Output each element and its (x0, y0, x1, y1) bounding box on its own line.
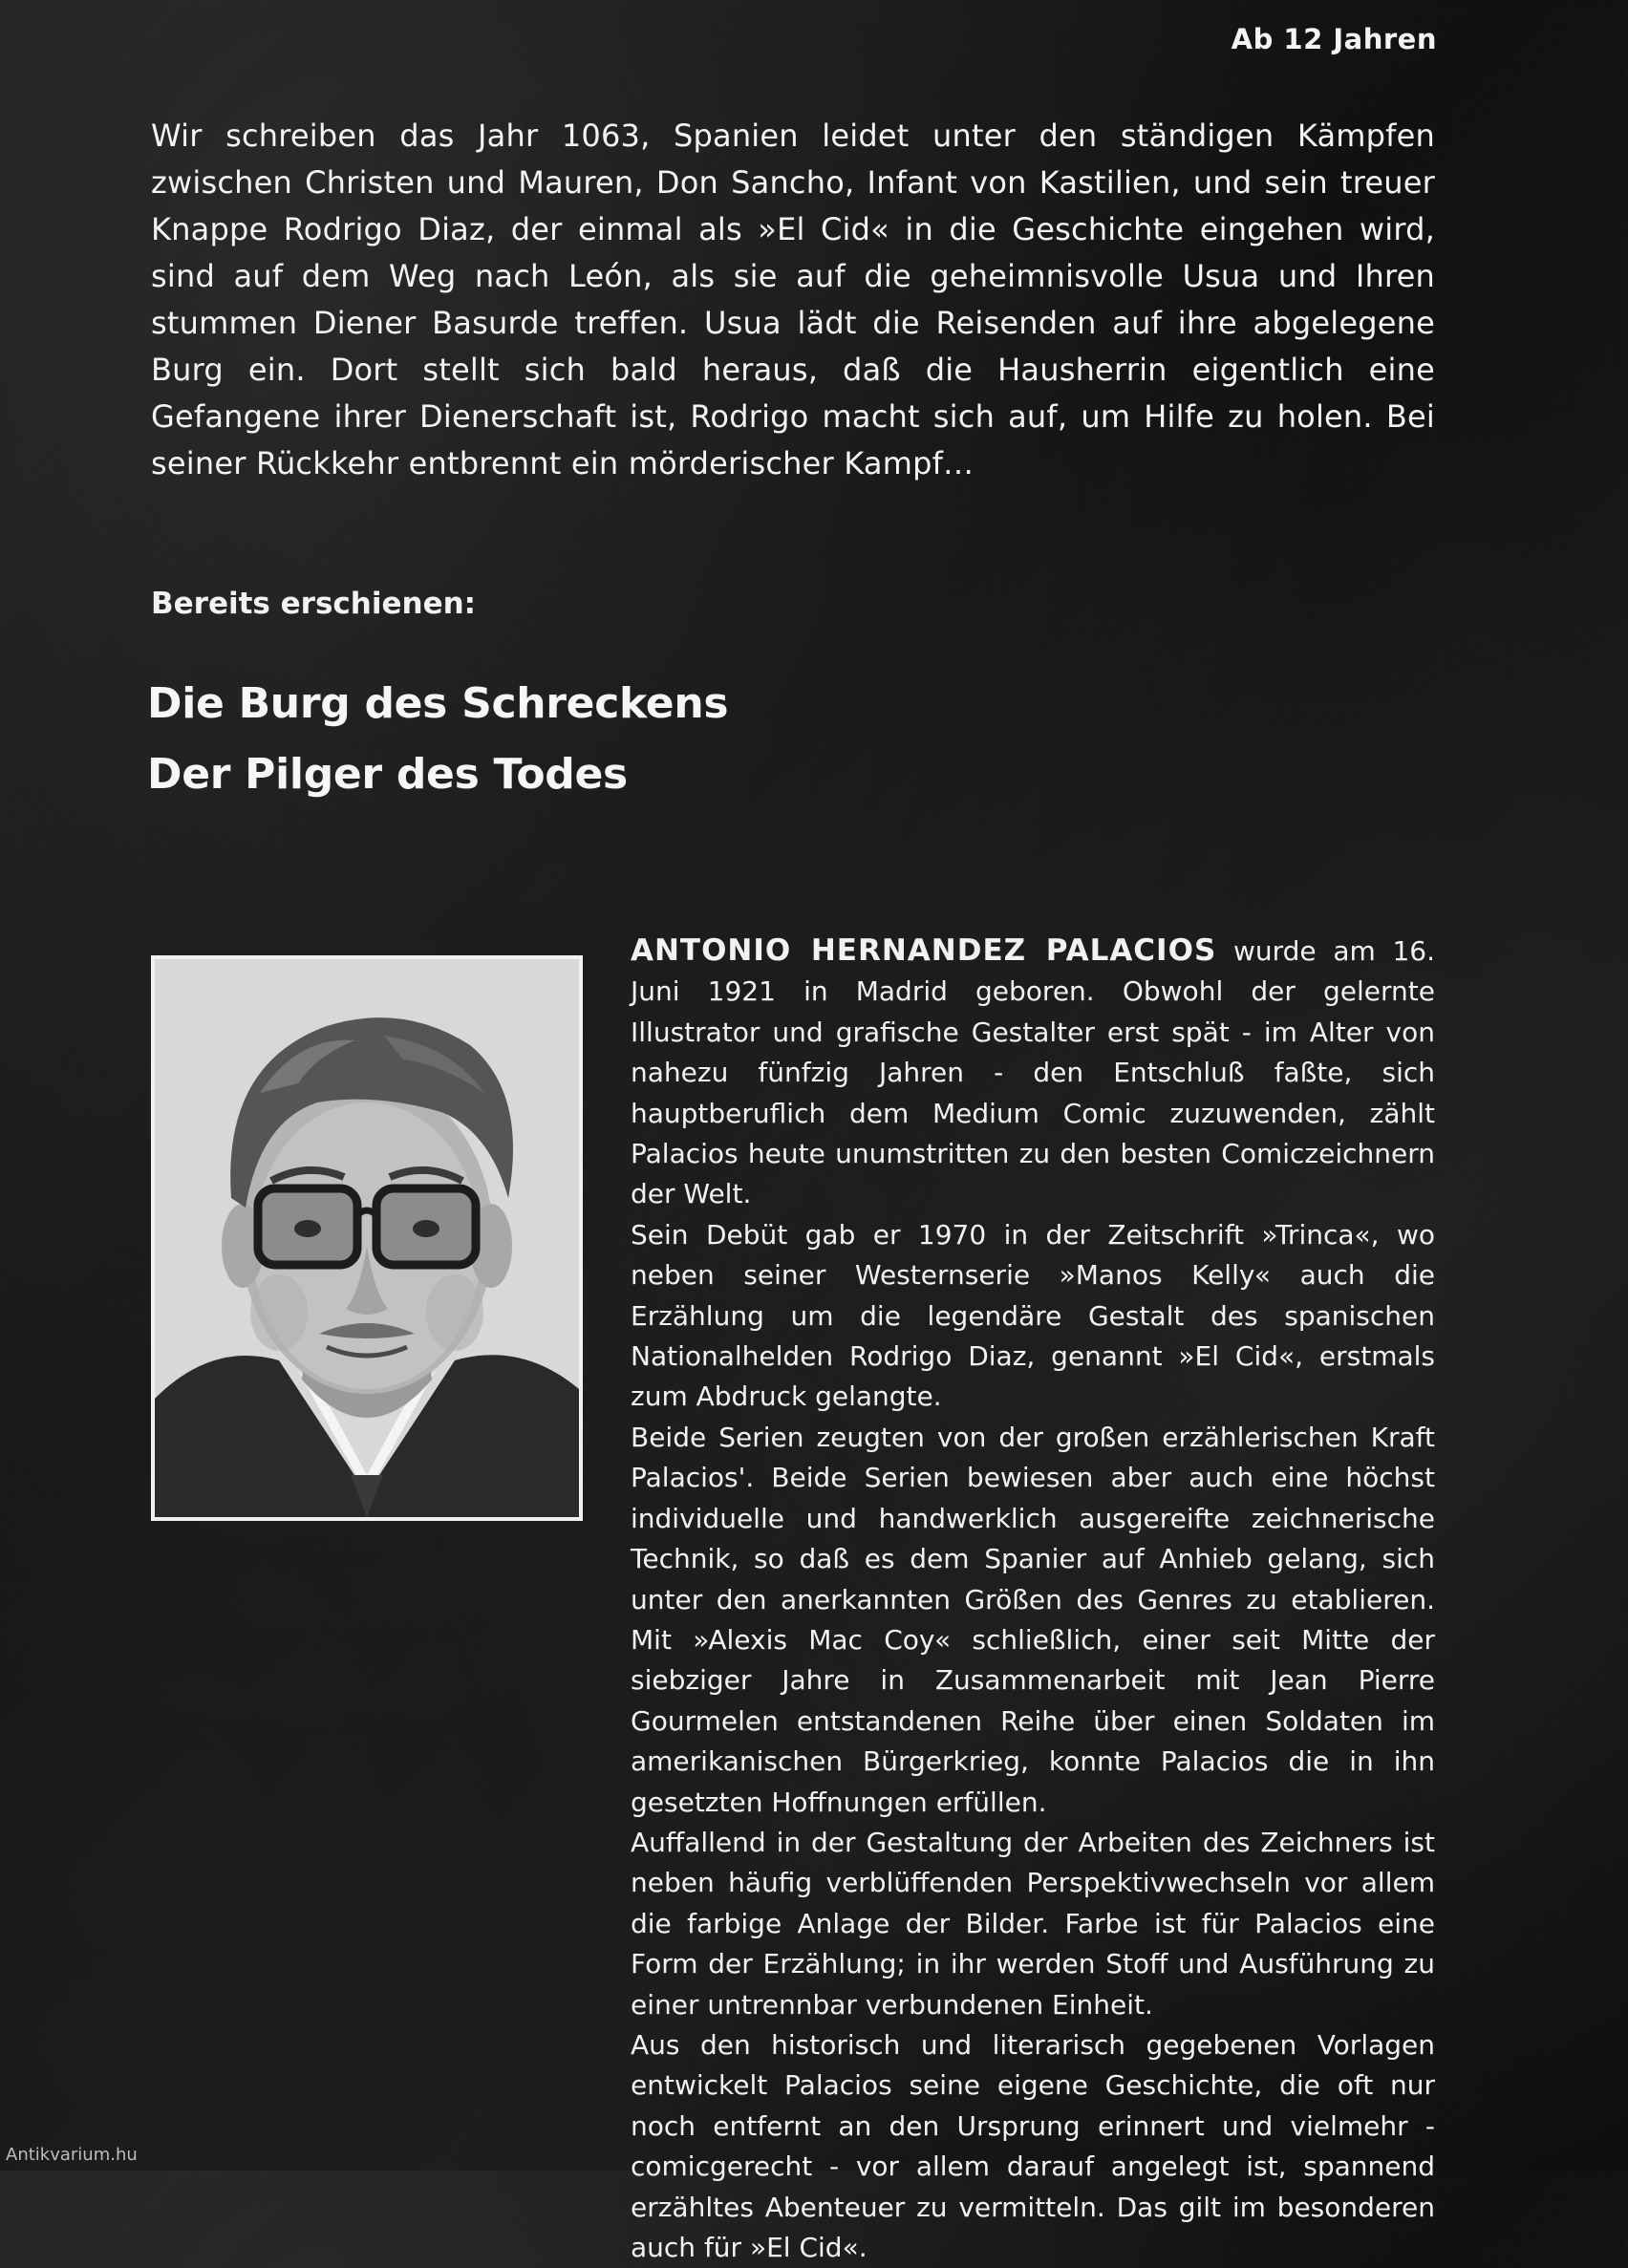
published-titles-list (147, 669, 728, 810)
synopsis-text: Wir schreiben das Jahr 1063, Spanien leidet unter den ständigen Kämpfen zwischen Christen und Mauren, Don Sancho, Infant von Kastilien, und sein treuer Knappe Rodrigo Diaz, der einmal als »El Cid« in die Geschichte eingehen wird, sind auf dem Weg nach León, als sie auf die geheimnisvolle Usua und Ihren stummen Diener Basurde treffen. Usua lädt die Reisenden auf ihre abgelegene Burg ein. Dort stellt sich bald heraus, daß die Hausherrin eigentlich eine Gefangene ihrer Dienerschaft ist, Rodrigo macht sich auf, um Hilfe zu holen. Bei seiner Rückkehr entbrennt ein mörderischer Kampf… (151, 118, 1435, 481)
watermark: Antikvarium.hu (6, 2145, 138, 2165)
bio-paragraph-text: wurde am 16. Juni 1921 in Madrid geboren. Obwohl der gelernte Illustrator und grafische Gestalter erst spät - im Alter von nahezu fünfzig Jahren - den Entschluß faßte, sich hauptberuflich dem Medium Comic zuzuwenden, zählt Palacios heute unumstritten zu den besten Comiczeichnern der Welt. (631, 935, 1435, 1210)
already-published-heading: Bereits erschienen: (151, 587, 477, 621)
author-portrait-image (155, 959, 579, 1517)
bio-paragraph: Auffallend in der Gestaltung der Arbeiten des Zeichners ist neben häufig verblüffenden Perspektivwechseln vor allem die farbige Anlage der Bilder. Farbe ist für Palacios eine Form der Erzählung; in ihr werden Stoff und Ausführung zu einer untrennbar verbundenen Einheit. (631, 1826, 1435, 2021)
bio-paragraph: Beide Serien zeugten von der großen erzählerischen Kraft Palacios'. Beide Serien bewiesen aber auch eine höchst individuelle und handwerklich ausgereifte zeichnerische Technik, so daß es dem Spanier auf Anhieb gelang, sich unter den anerkannten Größen des Genres zu etablieren. Mit »Alexis Mac Coy« schließlich, einer seit Mitte der siebziger Jahre in Zusammenarbeit mit Jean Pierre Gourmelen entstandenen Reihe über einen Soldaten im amerikanischen Bürgerkrieg, konnte Palacios die in ihn gesetzten Hoffnungen erfüllen. (631, 1421, 1435, 1818)
published-title-item: Die Burg des Schreckens (147, 679, 729, 728)
bio-paragraph: Sein Debüt gab er 1970 in der Zeitschrift »Trinca«, wo neben seiner Westernserie »Manos Kelly« auch die Erzählung um die legendäre Gestalt des spanischen Nationalhelden Rodrigo Diaz, genannt »El Cid«, erstmals zum Abdruck gelangte. (631, 1218, 1435, 1413)
bio-paragraph (631, 931, 1435, 1215)
author-portrait (151, 955, 583, 1521)
bio-paragraph: Aus den historisch und literarisch gegebenen Vorlagen entwickelt Palacios seine eigene Geschichte, die oft nur noch entfernt an den Ursprung erinnert und vielmehr - comicgerecht - vor allem darauf angelegt ist, spannend erzähltes Abenteuer zu vermitteln. Das gilt im besonderen auch für »El Cid«. (631, 2028, 1435, 2263)
published-title-item: Der Pilger des Todes (147, 750, 628, 799)
author-biography (631, 931, 1435, 2268)
author-name: ANTONIO HERNANDEZ PALACIOS (631, 933, 1217, 968)
age-rating-label: Ab 12 Jahren (1231, 23, 1437, 55)
